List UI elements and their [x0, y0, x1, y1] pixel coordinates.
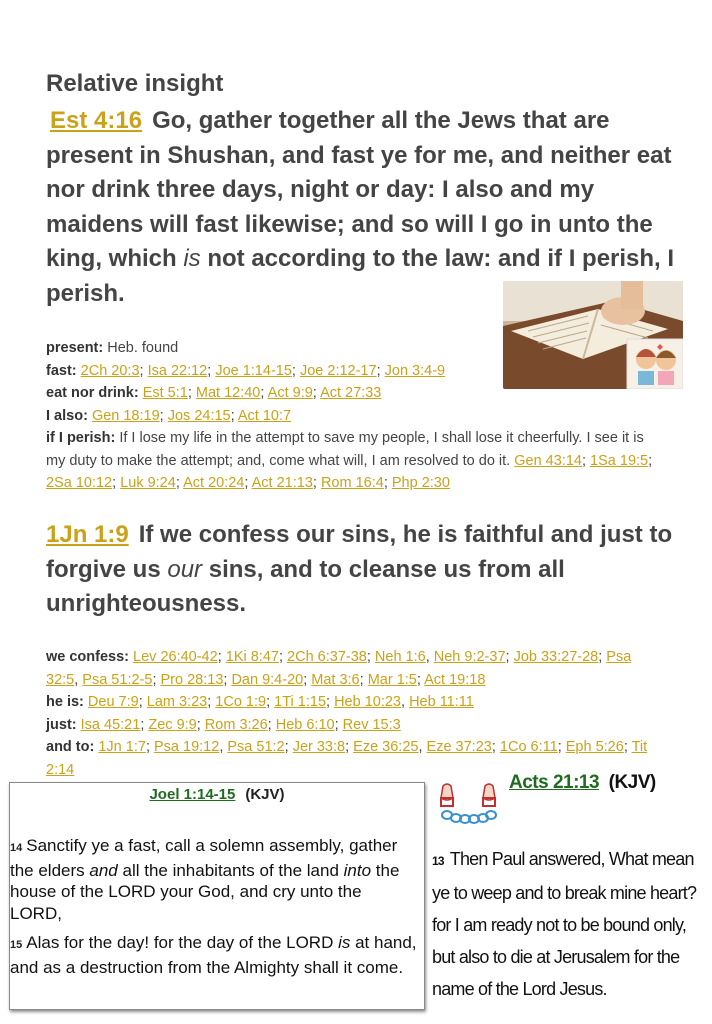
- note-confess: we confess: Lev 26:40-42; 1Ki 8:47; 2Ch 6:37-38; Neh 1:6, Neh 9:2-37; Job 33:27-28; Psa 32:5, Psa 51:2-5; Pro 28:13; Dan 9:4-20; Mat 3:6; Mar 1:5; Act 19:18: [46, 649, 632, 688]
- ref-link[interactable]: Psa 19:12: [154, 739, 220, 755]
- ref-link[interactable]: 1Ki 8:47: [225, 649, 279, 665]
- ref-link[interactable]: 1Co 6:11: [499, 739, 558, 755]
- ref-link[interactable]: Rev 15:3: [342, 716, 401, 733]
- ref-link[interactable]: Psa 51:2: [227, 739, 285, 755]
- joel-card-body: [10, 835, 418, 978]
- ref-link[interactable]: Isa 45:21: [80, 716, 141, 733]
- ref-link[interactable]: Rom 16:4: [320, 475, 384, 491]
- ref-link[interactable]: 2Ch 20:3: [80, 362, 140, 379]
- ref-link[interactable]: 1Jn 1:7: [98, 739, 146, 755]
- ref-link[interactable]: Act 27:33: [320, 385, 382, 401]
- verse-ref-link[interactable]: 1Jn 1:9: [46, 521, 129, 548]
- note-also: I also: Gen 18:19; Jos 24:15; Act 10:7: [46, 407, 292, 424]
- ref-link[interactable]: Act 9:9: [267, 385, 313, 401]
- verse-est-4-16: [46, 104, 686, 311]
- ref-link[interactable]: Neh 1:6: [374, 649, 426, 665]
- acts-verse-13: [432, 843, 707, 1005]
- ref-link[interactable]: Neh 9:2-37: [433, 649, 506, 665]
- ref-link[interactable]: Joe 1:14-15: [215, 362, 292, 379]
- notes-est-4-16: [46, 337, 666, 495]
- ref-link[interactable]: Eze 37:23: [426, 739, 492, 755]
- ref-link[interactable]: Est 5:1: [142, 385, 188, 401]
- note-present: present: Heb. found: [46, 340, 179, 356]
- ref-link[interactable]: 2Ch 6:37-38: [287, 649, 367, 665]
- version-label: (KJV): [245, 786, 285, 803]
- ref-link[interactable]: Eph 5:26: [565, 739, 624, 755]
- note-fast: fast: 2Ch 20:3; Isa 22:12; Joe 1:14-15; Joe 2:12-17; Jon 3:4-9: [46, 362, 446, 379]
- ref-link[interactable]: Heb 10:23: [334, 694, 401, 710]
- ref-link[interactable]: Dan 9:4-20: [231, 671, 304, 688]
- ref-link[interactable]: Psa 51:2-5: [82, 671, 153, 688]
- ref-link[interactable]: Jos 24:15: [167, 407, 231, 424]
- ref-link[interactable]: Rom 3:26: [204, 716, 268, 733]
- ref-link[interactable]: 1Co 1:9: [215, 694, 267, 710]
- acts-ref-link[interactable]: Acts 21:13: [509, 772, 600, 793]
- ref-link[interactable]: Isa 22:12: [147, 362, 208, 379]
- verse-text-end: not according to the law: and if I perish, I perish.: [46, 245, 675, 307]
- verse-italic: our: [167, 555, 203, 583]
- notes-1jn-1-9: [46, 646, 666, 781]
- ref-link[interactable]: Job 33:27-28: [513, 649, 599, 665]
- note-he-is: he is: Deu 7:9; Lam 3:23; 1Co 1:9; 1Ti 1:15; Heb 10:23, Heb 11:11: [46, 694, 474, 710]
- verse-ref-link[interactable]: Est 4:16: [50, 107, 143, 134]
- verse-text: If we confess our sins, he is faithful and just to forgive us: [46, 521, 673, 583]
- ref-link[interactable]: Luk 9:24: [120, 475, 176, 491]
- ref-link[interactable]: Mat 12:40: [195, 385, 261, 401]
- ref-link[interactable]: Mar 1:5: [367, 671, 417, 688]
- ref-link[interactable]: Deu 7:9: [87, 694, 139, 710]
- ref-link[interactable]: Act 21:13: [251, 475, 313, 491]
- verse-text-end: sins, and to cleanse us from all unrighteousness.: [46, 555, 565, 617]
- joel-verse-14: 14 Sanctify ye a fast, call a solemn assembly, gather the elders and all the inhabitants of the land into the house of the LORD your God, and cry unto the LORD,: [10, 836, 400, 923]
- joel-ref-link[interactable]: Joel 1:14-15: [149, 786, 236, 803]
- ref-link[interactable]: Jon 3:4-9: [384, 362, 446, 379]
- acts-card-title: [509, 772, 656, 794]
- verse-1jn-1-9: [46, 518, 686, 622]
- page-heading: Relative insight: [46, 70, 224, 97]
- acts-verse-text: Then Paul answered, What mean ye to weep and to break mine heart? for I am ready not to be bound only, but also to die at Jerusalem for the name of the Lord Jesus.: [432, 849, 697, 999]
- note-eat: eat nor drink: Est 5:1; Mat 12:40; Act 9:9; Act 27:33: [46, 385, 382, 401]
- ref-link[interactable]: Act 20:24: [183, 475, 245, 491]
- ref-link[interactable]: Pro 28:13: [160, 671, 224, 688]
- ref-link[interactable]: 1Ti 1:15: [274, 694, 327, 710]
- ref-link[interactable]: Zec 9:9: [148, 716, 197, 733]
- ref-link[interactable]: Mat 3:6: [311, 671, 360, 688]
- ref-link[interactable]: Heb 6:10: [275, 716, 335, 733]
- ref-link[interactable]: 2Sa 10:12: [46, 475, 113, 491]
- joel-card-title: [10, 786, 424, 803]
- note-and-to: and to: 1Jn 1:7; Psa 19:12, Psa 51:2; Jer 33:8; Eze 36:25, Eze 37:23; 1Co 6:11; Eph 5:26; Tit 2:14: [46, 739, 648, 778]
- ref-link[interactable]: Gen 43:14: [514, 452, 582, 469]
- ref-link[interactable]: Joe 2:12-17: [299, 362, 377, 379]
- ref-link[interactable]: 1Sa 19:5: [590, 452, 649, 469]
- joel-verse-card: [9, 782, 425, 1010]
- ref-link[interactable]: Lev 26:40-42: [133, 649, 218, 665]
- note-perish: if I perish: If I lose my life in the attempt to save my people, I shall lose it cheerfully. I see it is my duty to make the attempt; and, come what will, I am resolved to do it. Gen 43:14; 1Sa 19:5; 2Sa 10:12; Luk 9:24; Act 20:24; Act 21:13; Rom 16:4; Php 2:30: [46, 430, 653, 491]
- joel-verse-15: 15 Alas for the day! for the day of the LORD is at hand, and as a destruction from the Almighty shall it come.: [10, 933, 417, 977]
- version-label: (KJV): [608, 772, 656, 793]
- ref-link[interactable]: Heb 11:11: [409, 694, 474, 710]
- ref-link[interactable]: Jer 33:8: [292, 739, 346, 755]
- ref-link[interactable]: Act 10:7: [237, 407, 292, 424]
- ref-link[interactable]: Psa 32:5: [46, 649, 632, 688]
- ref-link[interactable]: Gen 18:19: [91, 407, 160, 424]
- verse-italic: is: [183, 245, 201, 272]
- ref-link[interactable]: Act 19:18: [424, 671, 486, 688]
- ref-link[interactable]: Eze 36:25: [353, 739, 419, 755]
- ref-link[interactable]: Tit 2:14: [46, 739, 648, 778]
- broken-chains-icon: [437, 782, 501, 828]
- note-just: just: Isa 45:21; Zec 9:9; Rom 3:26; Heb 6:10; Rev 15:3: [46, 716, 401, 733]
- verse-number: 13: [432, 854, 444, 868]
- ref-link[interactable]: Lam 3:23: [146, 694, 208, 710]
- verse-text: Go, gather together all the Jews that are present in Shushan, and fast ye for me, and neither eat nor drink three days, night or day: I also and my maidens will fast likewise; and so will I go in unto the king, which: [46, 107, 672, 272]
- ref-link[interactable]: Php 2:30: [391, 475, 450, 491]
